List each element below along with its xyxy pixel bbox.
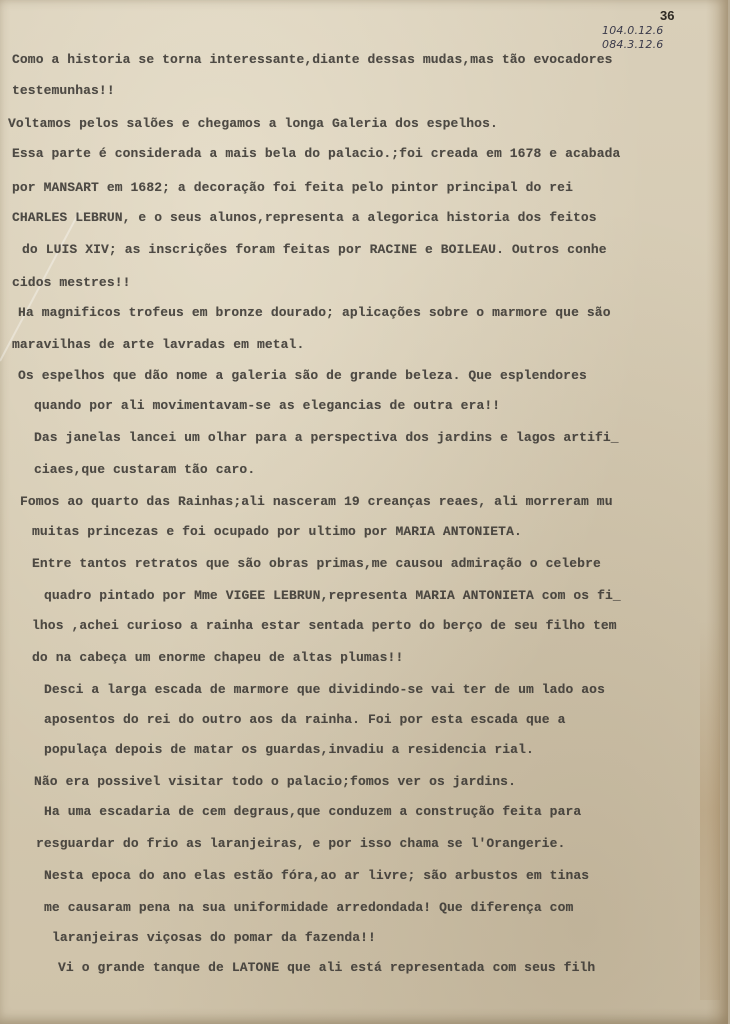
handwritten-reference-2: 084.3.12.6 — [602, 38, 664, 51]
text-line-22: aposentos do rei do outro aos da rainha. Foi por esta escada que a — [44, 712, 566, 727]
text-line-29: laranjeiras viçosas do pomar da fazenda!! — [52, 930, 376, 945]
text-line-28: me causaram pena na sua uniformidade arredondada! Que diferença com — [44, 900, 574, 915]
text-line-17: Entre tantos retratos que são obras primas,me causou admiração o celebre — [32, 556, 601, 571]
text-line-21: Desci a larga escada de marmore que dividindo-se vai ter de um lado aos — [44, 682, 605, 697]
text-line-19: lhos ,achei curioso a rainha estar sentada perto do berço de seu filho tem — [32, 618, 617, 633]
text-line-26: resguardar do frio as laranjeiras, e por isso chama se l'Orangerie. — [36, 836, 566, 851]
text-line-24: Não era possivel visitar todo o palacio;fomos ver os jardins. — [34, 774, 516, 789]
text-line-14: ciaes,que custaram tão caro. — [34, 462, 256, 477]
text-line-18: quadro pintado por Mme VIGEE LEBRUN,representa MARIA ANTONIETA com os fi_ — [44, 588, 621, 603]
text-line-25: Ha uma escadaria de cem degraus,que conduzem a construção feita para — [44, 804, 582, 819]
text-line-30: Vi o grande tanque de LATONE que ali está representada com seus filh — [58, 960, 596, 975]
text-line-20: do na cabeça um enorme chapeu de altas plumas!! — [32, 650, 404, 665]
text-line-2: testemunhas!! — [12, 83, 115, 98]
text-line-16: muitas princezas e foi ocupado por ultimo por MARIA ANTONIETA. — [32, 524, 522, 539]
handwritten-reference-1: 104.0.12.6 — [602, 24, 664, 37]
text-line-11: Os espelhos que dão nome a galeria são de grande beleza. Que esplendores — [18, 368, 587, 383]
text-line-13: Das janelas lancei um olhar para a perspectiva dos jardins e lagos artifi_ — [34, 430, 619, 445]
text-line-7: do LUIS XIV; as inscrições foram feitas por RACINE e BOILEAU. Outros conhe — [22, 242, 607, 257]
text-line-8: cidos mestres!! — [12, 275, 131, 290]
text-line-12: quando por ali movimentavam-se as elegancias de outra era!! — [34, 398, 501, 413]
page-number: 36 — [660, 8, 675, 23]
text-line-15: Fomos ao quarto das Rainhas;ali nasceram 19 creanças reaes, ali morreram mu — [20, 494, 613, 509]
text-line-5: por MANSART em 1682; a decoração foi feita pelo pintor principal do rei — [12, 180, 573, 195]
paper-stain — [700, 620, 720, 1000]
text-line-27: Nesta epoca do ano elas estão fóra,ao ar livre; são arbustos em tinas — [44, 868, 590, 883]
text-line-3: Voltamos pelos salões e chegamos a longa Galeria dos espelhos. — [8, 116, 498, 131]
text-line-10: maravilhas de arte lavradas em metal. — [12, 337, 305, 352]
text-line-6: CHARLES LEBRUN, e o seus alunos,representa a alegorica historia dos feitos — [12, 210, 597, 225]
text-line-1: Como a historia se torna interessante,diante dessas mudas,mas tão evocadores — [12, 52, 613, 67]
text-line-9: Ha magnificos trofeus em bronze dourado; aplicações sobre o marmore que são — [18, 305, 611, 320]
text-line-23: populaça depois de matar os guardas,invadiu a residencia rial. — [44, 742, 534, 757]
text-line-4: Essa parte é considerada a mais bela do palacio.;foi creada em 1678 e acabada — [12, 146, 621, 161]
